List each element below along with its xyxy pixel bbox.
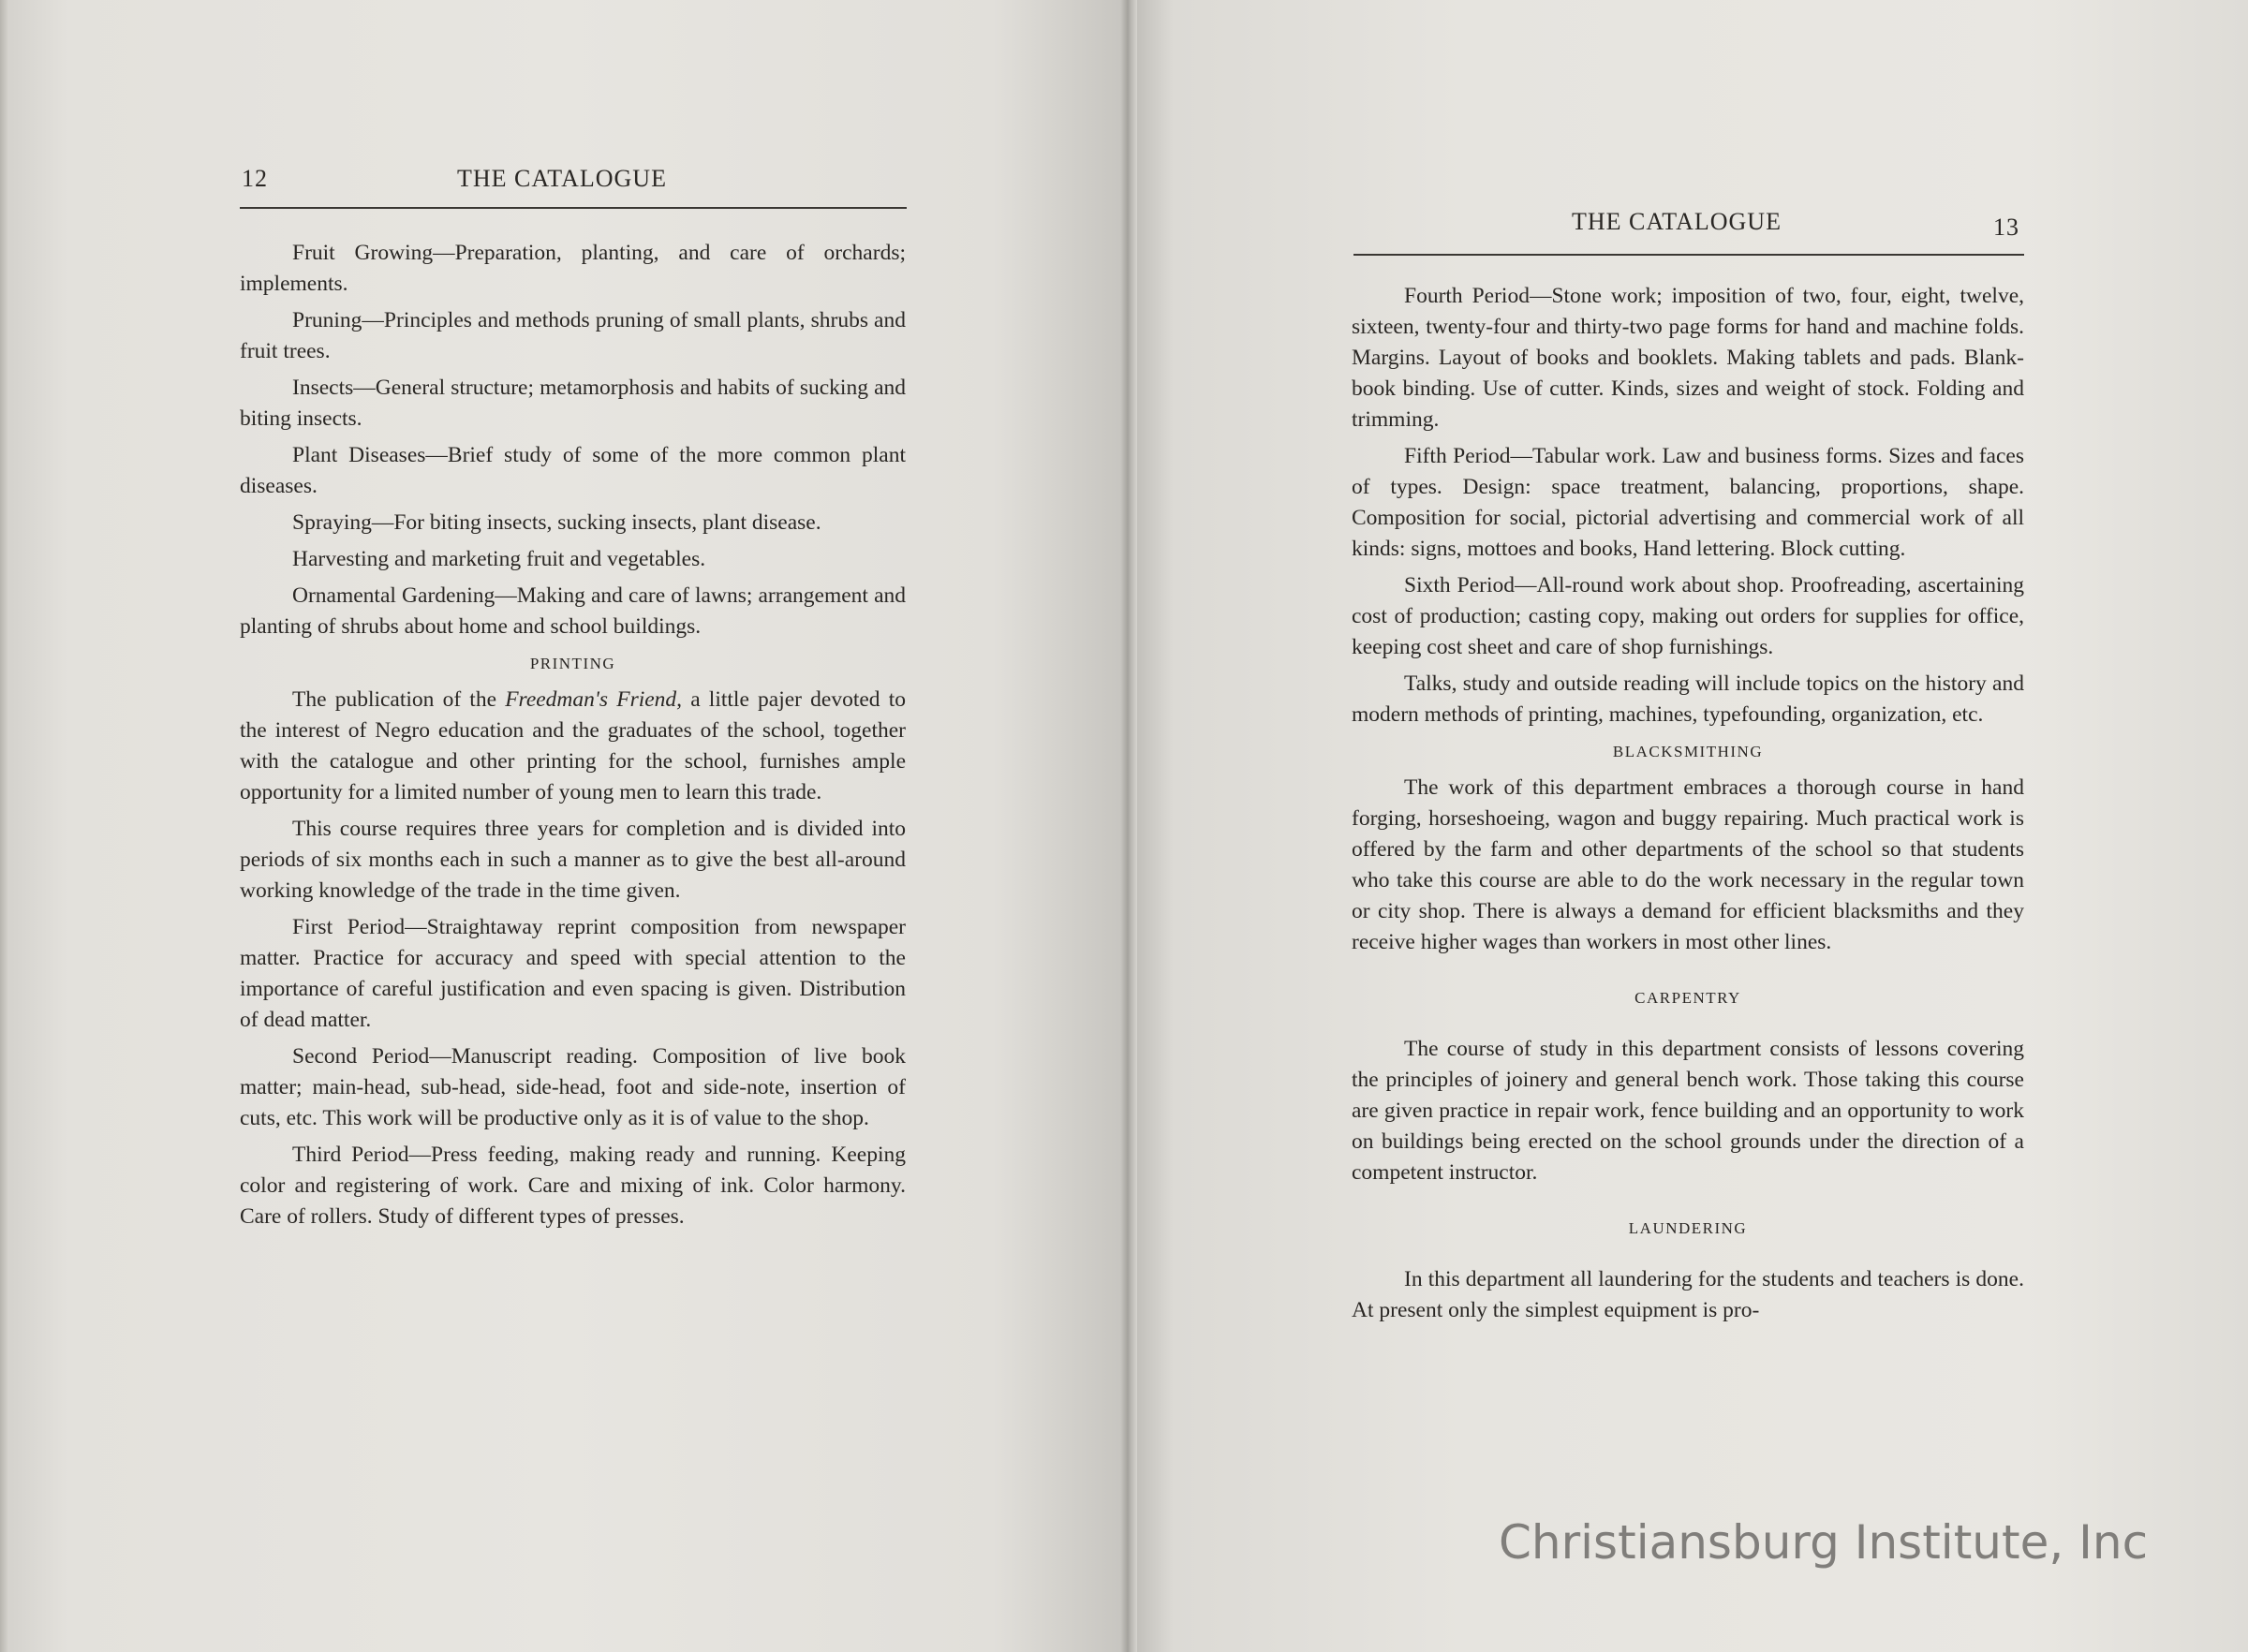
paragraph: The course of study in this department consists of lessons covering the principles of joinery and general bench work. Those taking this course are given practice in repair work, fence building and an opportunity to work on buildings being erected on the school grounds under the direction of a competent instructor. <box>1352 1037 2024 1185</box>
paragraph: Pruning—Principles and methods pruning of small plants, shrubs and fruit trees. <box>240 308 906 363</box>
section-heading-printing: PRINTING <box>529 655 616 672</box>
paragraph: Third Period—Press feeding, making ready and running. Keeping color and registering of work. Care and mixing of ink. Color harmony. Care of rollers. Study of different types of presses. <box>240 1143 906 1229</box>
right-text-column <box>1352 281 2024 1332</box>
paragraph: Talks, study and outside reading will include topics on the history and modern methods of printing, machines, typefounding, organization, etc. <box>1352 671 2024 727</box>
paragraph: Sixth Period—All-round work about shop. Proofreading, ascertaining cost of production; casting copy, making out orders for supplies for office, keeping cost sheet and care of shop furnishings. <box>1352 573 2024 659</box>
section-heading-blacksmithing: BLACKSMITHING <box>1612 743 1764 760</box>
left-page-number: 12 <box>242 165 268 192</box>
paragraph: Ornamental Gardening—Making and care of lawns; arrangement and planting of shrubs about home and school buildings. <box>240 583 906 639</box>
right-page-number: 13 <box>1993 214 2019 241</box>
paragraph: The work of this department embraces a thorough course in hand forging, horseshoeing, wagon and buggy repairing. Much practical work is offered by the farm and other departments of the school so that students who take this course are able to do the work necessary in the regular town or city shop. There is always a demand for efficient blacksmiths and they receive higher wages than workers in most other lines. <box>1352 775 2024 954</box>
paragraph: Second Period—Manuscript reading. Composition of live book matter; main-head, sub-head, side-head, foot and side-note, insertion of cuts, etc. This work will be productive only as it is of value to the shop. <box>240 1044 906 1130</box>
section-heading-carpentry: CARPENTRY <box>1634 989 1741 1007</box>
paragraph-printing-intro: The publication of the Freedman's Friend, a little pajer devoted to the interest of Negro education and the graduates of the school, together with the catalogue and other printing for the school, furnishes ample opportunity for a limited number of young men to learn this trade. <box>240 687 906 804</box>
book-gutter <box>1120 0 1137 1652</box>
paragraph: Fourth Period—Stone work; imposition of two, four, eight, twelve, sixteen, twenty-four and thirty-two page forms for hand and machine folds. Margins. Layout of books and booklets. Making tablets and pads. Blank-book binding. Use of cutter. Kinds, sizes and weight of stock. Folding and trimming. <box>1352 284 2024 432</box>
paragraph: Spraying—For biting insects, sucking insects, plant disease. <box>292 510 821 535</box>
right-header-rule <box>1353 254 2024 256</box>
left-running-head: THE CATALOGUE <box>457 165 667 192</box>
paragraph: In this department all laundering for the students and teachers is done. At present only the simplest equipment is pro- <box>1352 1267 2024 1322</box>
paragraph: Harvesting and marketing fruit and vegetables. <box>292 547 706 571</box>
page-edge <box>0 0 9 1652</box>
left-text-column <box>240 238 906 1238</box>
paragraph: Fifth Period—Tabular work. Law and business forms. Sizes and faces of types. Design: space treatment, balancing, proportions, shape. Composition for social, pictorial advertising and commercial work of all kinds: signs, mottoes and books, Hand lettering. Block cutting. <box>1352 444 2024 561</box>
watermark: Christiansburg Institute, Inc <box>1499 1515 2149 1570</box>
right-page <box>1129 0 2248 1652</box>
right-running-head: THE CATALOGUE <box>1572 208 1782 235</box>
paragraph: This course requires three years for completion and is divided into periods of six months each in such a manner as to give the best all-around working knowledge of the trade in the time given. <box>240 817 906 903</box>
publication-title: Freedman's Friend, <box>505 687 683 712</box>
paragraph: Fruit Growing—Preparation, planting, and care of orchards; implements. <box>240 241 906 296</box>
paragraph: Insects—General structure; metamorphosis and habits of sucking and biting insects. <box>240 376 906 431</box>
paragraph: First Period—Straightaway reprint composition from newspaper matter. Practice for accuracy and speed with special attention to the importance of careful justification and even spacing is given. Distribution of dead matter. <box>240 915 906 1032</box>
left-header-rule <box>240 207 907 209</box>
paragraph: Plant Diseases—Brief study of some of the more common plant diseases. <box>240 443 906 498</box>
section-heading-laundering: LAUNDERING <box>1628 1219 1748 1237</box>
